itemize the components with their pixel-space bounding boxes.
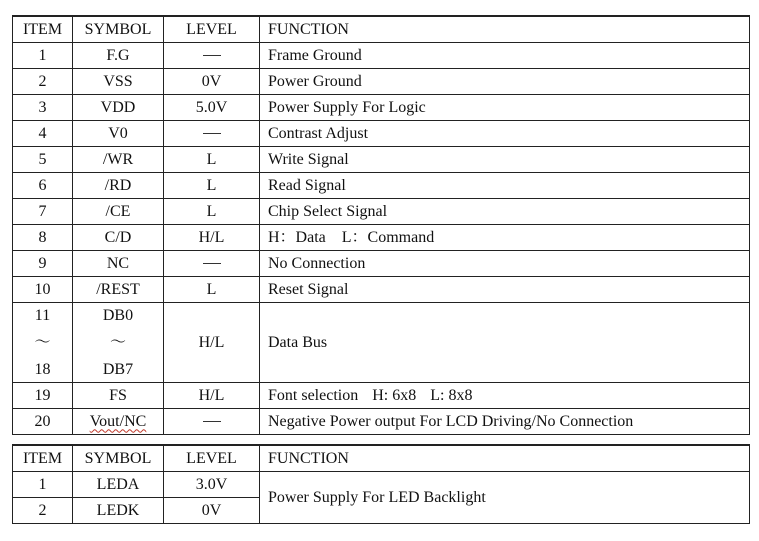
pin-level: 5.0V — [164, 95, 260, 121]
table-header-row — [13, 445, 750, 472]
pin-item: 19 — [13, 383, 73, 409]
dash-mark — [203, 55, 221, 56]
pin-symbol: FS — [73, 383, 164, 409]
header-item: ITEM — [13, 445, 73, 472]
pin-level: H/L — [164, 383, 260, 409]
table-row — [13, 147, 750, 173]
pin-level: 0V — [164, 69, 260, 95]
pin-level: L — [164, 173, 260, 199]
header-function: FUNCTION — [260, 445, 750, 472]
header-level: LEVEL — [164, 16, 260, 43]
pin-item: 6 — [13, 173, 73, 199]
pin-symbol: /REST — [73, 277, 164, 303]
pin-level: H/L — [164, 225, 260, 251]
dash-mark — [203, 133, 221, 134]
data-bus-item — [13, 303, 73, 383]
led-item: 1 — [13, 472, 73, 498]
pin-function: Read Signal — [260, 173, 750, 199]
pin-item: 7 — [13, 199, 73, 225]
table-row — [13, 69, 750, 95]
pin-rows — [13, 43, 750, 435]
data-bus-symbol-sep: ～ — [109, 333, 126, 351]
pin-function: Reset Signal — [260, 277, 750, 303]
pin-symbol: C/D — [73, 225, 164, 251]
pin-item: 4 — [13, 121, 73, 147]
pin-function: Power Supply For Logic — [260, 95, 750, 121]
pin-item: 5 — [13, 147, 73, 173]
pin-item: 20 — [13, 409, 73, 435]
pin-level — [164, 251, 260, 277]
font-select-label: Font selection — [268, 386, 359, 404]
pin-symbol: VDD — [73, 95, 164, 121]
header-symbol: SYMBOL — [73, 445, 164, 472]
led-item: 2 — [13, 498, 73, 524]
dash-mark — [203, 421, 221, 422]
pin-function: No Connection — [260, 251, 750, 277]
pin-function: Chip Select Signal — [260, 199, 750, 225]
data-bus-level: H/L — [164, 303, 260, 383]
pin-symbol: /RD — [73, 173, 164, 199]
table-header-row — [13, 16, 750, 43]
led-level: 3.0V — [164, 472, 260, 498]
pin-function: Negative Power output For LCD Driving/No Connection — [260, 409, 750, 435]
pin-function: Power Ground — [260, 69, 750, 95]
pin-function: H：Data L：Command — [260, 225, 750, 251]
pin-symbol: /WR — [73, 147, 164, 173]
pin-level: L — [164, 147, 260, 173]
vout-symbol-text: Vout/NC — [89, 412, 147, 430]
table-row — [13, 472, 750, 498]
dash-mark — [203, 263, 221, 264]
pin-level — [164, 409, 260, 435]
pin-item: 3 — [13, 95, 73, 121]
table-row — [13, 43, 750, 69]
pin-function — [260, 383, 750, 409]
led-function: Power Supply For LED Backlight — [260, 472, 750, 524]
data-bus-symbol-start: DB0 — [102, 306, 134, 324]
pin-level: L — [164, 277, 260, 303]
data-bus-function: Data Bus — [260, 303, 750, 383]
pin-symbol: V0 — [73, 121, 164, 147]
pin-symbol: NC — [73, 251, 164, 277]
pin-function: Contrast Adjust — [260, 121, 750, 147]
pin-symbol: VSS — [73, 69, 164, 95]
led-backlight-table — [12, 444, 750, 524]
table-row — [13, 121, 750, 147]
data-bus-item-end: 18 — [34, 360, 51, 378]
pin-level: L — [164, 199, 260, 225]
pin-function: Write Signal — [260, 147, 750, 173]
pin-item: 8 — [13, 225, 73, 251]
header-function: FUNCTION — [260, 16, 750, 43]
pin-level — [164, 43, 260, 69]
header-symbol: SYMBOL — [73, 16, 164, 43]
data-bus-symbol — [73, 303, 164, 383]
vout-row — [13, 409, 750, 435]
pin-symbol — [73, 409, 164, 435]
led-symbol: LEDK — [73, 498, 164, 524]
pin-item: 10 — [13, 277, 73, 303]
header-item: ITEM — [13, 16, 73, 43]
pin-item: 9 — [13, 251, 73, 277]
data-bus-row — [13, 303, 750, 383]
table-row — [13, 225, 750, 251]
pin-item: 2 — [13, 69, 73, 95]
pin-function: Frame Ground — [260, 43, 750, 69]
table-row — [13, 277, 750, 303]
pin-item: 1 — [13, 43, 73, 69]
pin-level — [164, 121, 260, 147]
table-row — [13, 95, 750, 121]
pin-symbol: /CE — [73, 199, 164, 225]
table-row — [13, 251, 750, 277]
data-bus-item-start: 11 — [34, 306, 51, 324]
font-select-high: H: 6x8 — [372, 386, 417, 404]
led-symbol: LEDA — [73, 472, 164, 498]
table-row — [13, 173, 750, 199]
pin-symbol: F.G — [73, 43, 164, 69]
led-level: 0V — [164, 498, 260, 524]
header-level: LEVEL — [164, 445, 260, 472]
font-select-row — [13, 383, 750, 409]
pin-assignment-table — [12, 15, 750, 435]
data-bus-symbol-end: DB7 — [102, 360, 134, 378]
font-select-low: L: 8x8 — [430, 386, 473, 404]
table-row — [13, 199, 750, 225]
data-bus-item-sep: ～ — [34, 333, 51, 351]
